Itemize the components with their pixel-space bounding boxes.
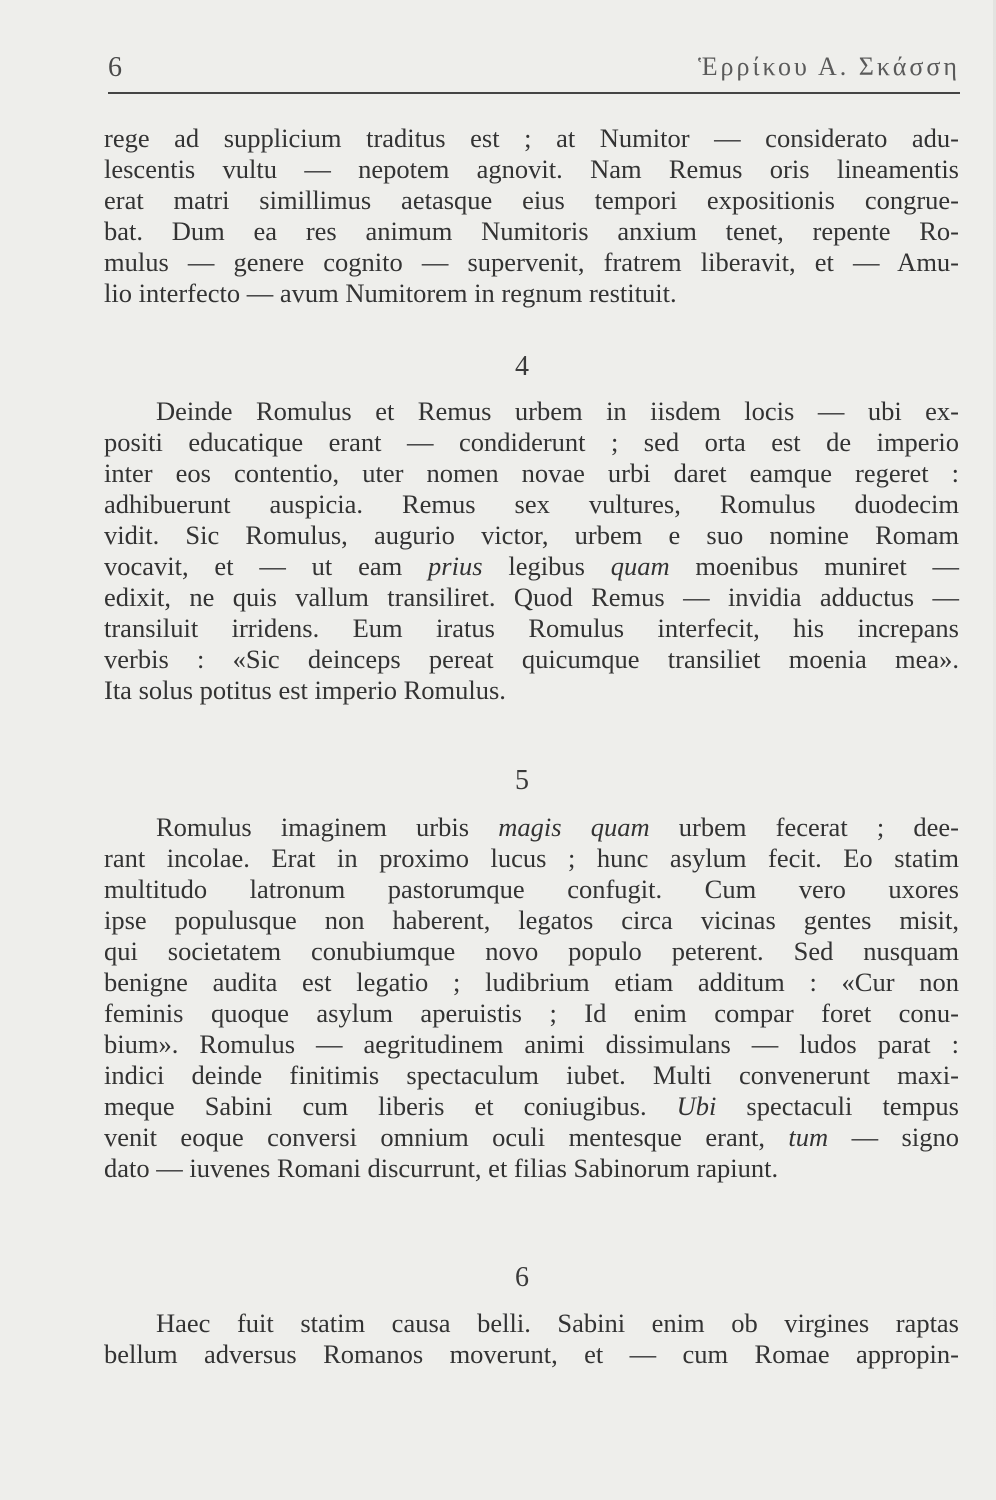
- text-line: vidit. Sic Romulus, augurio victor, urbem e suo nomine Romam: [104, 520, 959, 550]
- text-line: ipse populusque non haberent, legatos circa vicinas gentes misit,: [104, 905, 959, 935]
- section-number-4: 4: [515, 351, 529, 382]
- paragraph-4: [104, 1308, 959, 1370]
- text-line: rant incolae. Erat in proximo lucus ; hunc asylum fecit. Eo statim: [104, 843, 959, 873]
- running-head: Ἑρρίκου Α. Σκάσση: [698, 52, 960, 81]
- text-line: meque Sabini cum liberis et coniugibus. Ubi spectaculi tempus: [104, 1091, 959, 1121]
- text-line: multitudo latronum pastorumque confugit. Cum vero uxores: [104, 874, 959, 904]
- text-line: positi educatique erant — condiderunt ; sed orta est de imperio: [104, 427, 959, 457]
- text-line: bium». Romulus — aegritudinem animi dissimulans — ludos parat :: [104, 1029, 959, 1059]
- text-line: dato — iuvenes Romani discurrunt, et filias Sabinorum rapiunt.: [104, 1153, 779, 1183]
- text-line: Romulus imaginem urbis magis quam urbem fecerat ; dee-: [156, 812, 959, 842]
- text-line: venit eoque conversi omnium oculi mentesque erant, tum — signo: [104, 1122, 959, 1152]
- text-line: inter eos contentio, uter nomen novae urbi daret eamque regeret :: [104, 458, 959, 488]
- text-line: erat matri simillimus aetasque eius tempori expositionis congrue-: [104, 185, 959, 215]
- paragraph-1: [104, 123, 959, 309]
- text-line: verbis : «Sic deinceps pereat quicumque transiliet moenia mea».: [104, 644, 959, 674]
- text-line: Haec fuit statim causa belli. Sabini enim ob virgines raptas: [156, 1308, 959, 1338]
- header-rule: [108, 92, 960, 94]
- text-line: rege ad supplicium traditus est ; at Numitor — considerato adu-: [104, 123, 959, 153]
- text-line: indici deinde finitimis spectaculum iubet. Multi convenerunt maxi-: [104, 1060, 959, 1090]
- text-line: mulus — genere cognito — supervenit, fratrem liberavit, et — Amu-: [104, 247, 959, 277]
- section-number-6: 6: [515, 1262, 529, 1293]
- text-line: lescentis vultu — nepotem agnovit. Nam Remus oris lineamentis: [104, 154, 959, 184]
- text-line: feminis quoque asylum aperuistis ; Id enim compar foret conu-: [104, 998, 959, 1028]
- paragraph-2: [104, 396, 959, 706]
- text-line: benigne audita est legatio ; ludibrium etiam additum : «Cur non: [104, 967, 959, 997]
- text-line: vocavit, et — ut eam prius legibus quam moenibus muniret —: [104, 551, 959, 581]
- page-number: 6: [108, 52, 123, 83]
- text-line: adhibuerunt auspicia. Remus sex vultures, Romulus duodecim: [104, 489, 959, 519]
- text-line: bellum adversus Romanos moverunt, et — cum Romae appropin-: [104, 1339, 959, 1369]
- section-number-5: 5: [515, 765, 529, 796]
- text-line: lio interfecto — avum Numitorem in regnum restituit.: [104, 278, 677, 308]
- text-line: edixit, ne quis vallum transiliret. Quod Remus — invidia adductus —: [104, 582, 959, 612]
- text-line: transiluit irridens. Eum iratus Romulus interfecit, his increpans: [104, 613, 959, 643]
- text-line: qui societatem conubiumque novo populo peterent. Sed nusquam: [104, 936, 959, 966]
- paragraph-3: [104, 812, 959, 1184]
- text-line: Ita solus potitus est imperio Romulus.: [104, 675, 506, 705]
- text-line: bat. Dum ea res animum Numitoris anxium tenet, repente Ro-: [104, 216, 959, 246]
- text-line: Deinde Romulus et Remus urbem in iisdem locis — ubi ex-: [156, 396, 959, 426]
